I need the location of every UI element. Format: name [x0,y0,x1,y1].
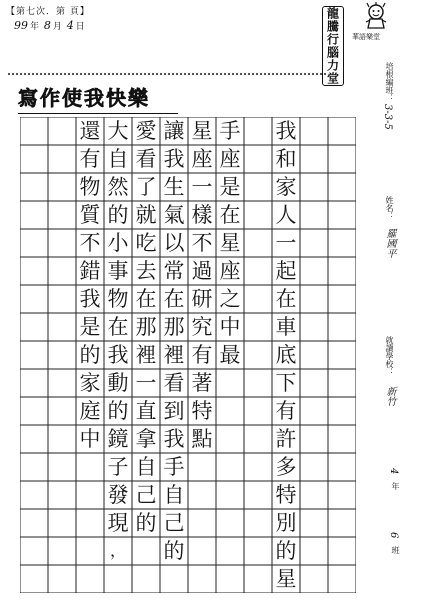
essay-character: 家 [79,370,101,395]
essay-character: 在 [135,286,157,311]
essay-character: 座 [219,258,241,283]
essay-character: 特 [191,398,213,423]
essay-character: 生 [163,174,185,199]
essay-character: 人 [275,202,297,227]
essay-character: 我 [275,118,297,143]
essay-character: 多 [275,454,297,479]
essay-character: 以 [163,230,185,255]
class-value: 6 [388,532,399,539]
essay-character: 座 [219,146,241,171]
mascot-icon [362,2,390,30]
essay-character: 裡 [163,342,185,367]
essay-character: 中 [79,426,101,451]
essay-character: 手 [219,118,241,143]
essay-character: 的 [135,510,157,535]
essay-character: 事 [107,258,129,283]
essay-character: 錯 [79,258,101,283]
essay-character: 鏡 [107,426,129,451]
school-label: 就讀學校： [385,336,394,376]
essay-character: 究 [191,314,213,339]
student-name-label: 姓名： [385,196,394,220]
essay-character: 自 [163,482,185,507]
grade-value: 4 [388,468,399,475]
essay-title-block [18,82,178,114]
essay-character: 愛 [135,118,157,143]
essay-character: 的 [79,342,101,367]
class-label: 班 [391,546,400,554]
essay-date [12,19,85,32]
essay-character: 車 [275,314,297,339]
brand-name: 華語樂堂 [352,33,380,41]
essay-character: 星 [191,118,213,143]
essay-character: 有 [79,146,101,171]
essay-character: 不 [191,230,213,255]
essay-character: 庭 [79,398,101,423]
date-year-label: 年 [30,22,40,32]
date-month-label: 月 [52,22,62,32]
essay-character: 一 [275,230,297,255]
essay-character: 星 [219,230,241,255]
essay-character: 的 [107,202,129,227]
essay-character: 氣 [163,202,185,227]
essay-character: 過 [191,258,213,283]
essay-title: 寫作使我快樂 [18,86,150,110]
essay-character: 到 [163,398,185,423]
brand-logo [322,2,418,84]
essay-character: 讓 [163,118,185,143]
essay-character: 自 [135,454,157,479]
essay-character: 己 [163,510,185,535]
essay-character: 那 [163,314,185,339]
essay-character: 在 [219,202,241,227]
essay-character: 還 [79,118,101,143]
essay-character: 座 [191,146,213,171]
essay-character: 物 [79,174,101,199]
school-value: 新竹 [384,386,395,406]
essay-character: 不 [79,230,101,255]
essay-character: 那 [135,314,157,339]
essay-character: 別 [275,510,297,535]
essay-character: 家 [275,174,297,199]
essay-character: 一 [191,174,213,199]
essay-character: 我 [107,342,129,367]
essay-character: 起 [275,258,297,283]
essay-character: 手 [163,454,185,479]
essay-character: 看 [135,146,157,171]
essay-character: 中 [219,314,241,339]
essay-character: 和 [275,146,297,171]
essay-character: 有 [191,342,213,367]
essay-character: 小 [107,230,129,255]
title-underline [18,113,178,114]
essay-character: 我 [79,286,101,311]
essay-character: 的 [275,538,297,563]
essay-character: 許 [275,426,297,451]
date-year: 99 [14,19,28,32]
essay-character: 在 [107,314,129,339]
essay-character: 己 [135,482,157,507]
essay-character: 就 [135,202,157,227]
student-name-value: 羅國平 [384,228,395,258]
essay-character: 在 [163,286,185,311]
header-divider [8,73,326,75]
essay-character: 我 [163,146,185,171]
date-day: 4 [66,19,74,32]
essay-character: 動 [107,370,129,395]
essay-character: 發 [107,482,129,507]
grade-label: 年 [391,482,400,490]
essay-character: 自 [107,146,129,171]
essay-character: 一 [135,370,157,395]
essay-character: 拿 [135,426,157,451]
essay-character: 吃 [135,230,157,255]
essay-character: 常 [163,258,185,283]
essay-character: 是 [219,174,241,199]
essay-character: 我 [163,426,185,451]
essay-character: 在 [275,286,297,311]
essay-character: 有 [275,398,297,423]
essay-grid [20,117,356,593]
date-month: 8 [43,19,51,32]
essay-character: 了 [135,174,157,199]
class-code-value: 3-3-5 [382,104,393,130]
essay-character: 子 [107,454,129,479]
essay-character: 著 [191,370,213,395]
brand-stamp-text: 龍騰行腦力堂 [325,7,340,85]
essay-character: 去 [135,258,157,283]
essay-character: 星 [275,566,297,591]
essay-character: 的 [107,398,129,423]
class-code-label: 培根編班： [385,62,394,102]
essay-character: 質 [79,202,101,227]
essay-character: 的 [163,538,185,563]
date-day-label: 日 [75,22,85,32]
essay-character: 然 [107,174,129,199]
essay-character: ， [109,541,126,560]
essay-character: 點 [191,426,213,451]
essay-character: 現 [107,510,129,535]
page-number-label: 【第七次．第 頁】 [6,7,90,17]
essay-character: 特 [275,482,297,507]
essay-character: 大 [107,118,129,143]
essay-character: 研 [191,286,213,311]
essay-character: 物 [107,286,129,311]
essay-character: 裡 [135,342,157,367]
essay-character: 之 [219,286,241,311]
essay-character: 底 [275,342,297,367]
essay-character: 下 [275,370,297,395]
essay-character: 是 [79,314,101,339]
essay-character: 直 [135,398,157,423]
essay-character: 看 [163,370,185,395]
essay-character: 最 [219,342,241,367]
essay-character: 樣 [191,202,213,227]
